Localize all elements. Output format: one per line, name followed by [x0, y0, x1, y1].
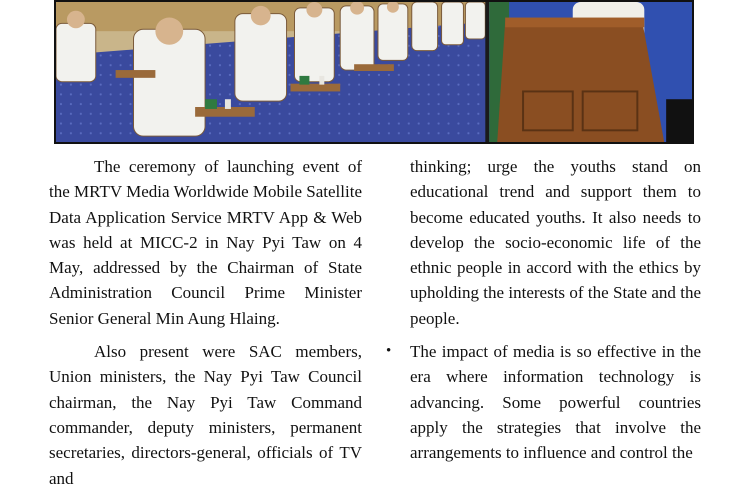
article-paragraph-continued: thinking; urge the youths stand on educational trend and support them to become educated youths. It also needs to develop the socio-economic life of the ethnic people in accord with the ethics by upholding the interests of the State and the people.: [410, 157, 701, 328]
ceremony-photo: [54, 0, 694, 144]
article-paragraph: The ceremony of launching event of the MRTV Media Worldwide Mobile Satellite Data Application Service MRTV App & Web was held at MICC-2 in Nay Pyi Taw on 4 May, addressed by the Chairman of State Administration Council Prime Minister Senior General Min Aung Hlaing.: [49, 157, 362, 328]
bullet-icon: •: [386, 343, 392, 360]
list-item-text: The impact of media is so effective in the era where information technology is advancing. Some powerful countries apply the strategies that involve the arrangements to influence and control the: [410, 342, 701, 463]
list-item: [386, 339, 701, 465]
left-column: [49, 154, 362, 499]
bullet-list: [386, 339, 701, 465]
article-paragraph: Also present were SAC members, Union ministers, the Nay Pyi Taw Council chairman, the Nay Pyi Taw Command commander, deputy ministers, permanent secretaries, directors-general, officials of TV and: [49, 342, 362, 488]
photo-illustration: [56, 2, 692, 142]
right-column: [386, 154, 701, 466]
